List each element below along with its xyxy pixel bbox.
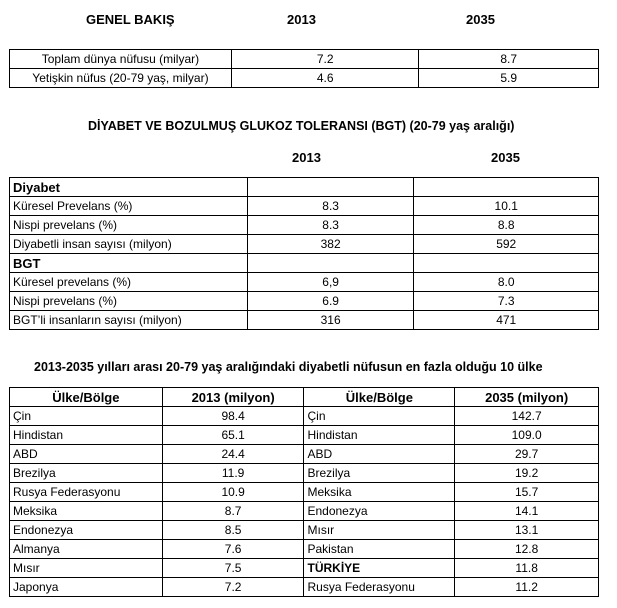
table-row xyxy=(10,273,599,292)
table-row xyxy=(10,235,599,254)
value-2035: 13.1 xyxy=(455,521,599,540)
diyabet-value-2035: 8.8 xyxy=(414,216,599,235)
country-2013: Rusya Federasyonu xyxy=(10,483,163,502)
country-2035: Rusya Federasyonu xyxy=(304,578,455,597)
value-2035: 11.2 xyxy=(455,578,599,597)
table-row xyxy=(10,254,599,273)
table-row xyxy=(10,464,599,483)
value-2035: 142.7 xyxy=(455,407,599,426)
top10-table xyxy=(9,387,599,597)
table-row xyxy=(10,407,599,426)
diabetes-col-2013: 2013 xyxy=(292,150,321,165)
overview-table xyxy=(9,49,599,88)
bgt-label: Küresel prevelans (%) xyxy=(10,273,248,292)
country-2035: ABD xyxy=(304,445,455,464)
table-row xyxy=(10,69,599,88)
country-2035: Mısır xyxy=(304,521,455,540)
value-2013: 7.2 xyxy=(162,578,304,597)
overview-label: Yetişkin nüfus (20-79 yaş, milyar) xyxy=(10,69,232,88)
table-row xyxy=(10,197,599,216)
value-2013: 7.5 xyxy=(162,559,304,578)
table-header-row xyxy=(10,388,599,407)
table-row xyxy=(10,216,599,235)
value-2013: 98.4 xyxy=(162,407,304,426)
bgt-value-2035: 8.0 xyxy=(414,273,599,292)
diyabet-label: Küresel Prevelans (%) xyxy=(10,197,248,216)
column-header-value-2013: 2013 (milyon) xyxy=(162,388,304,407)
value-2035: 14.1 xyxy=(455,502,599,521)
empty-cell xyxy=(414,254,599,273)
diyabet-value-2013: 382 xyxy=(247,235,414,254)
bgt-value-2035: 7.3 xyxy=(414,292,599,311)
table-row xyxy=(10,426,599,445)
table-row xyxy=(10,311,599,330)
diyabet-label: Nispi prevelans (%) xyxy=(10,216,248,235)
table-row xyxy=(10,50,599,69)
bgt-label: Nispi prevelans (%) xyxy=(10,292,248,311)
country-2013: Çin xyxy=(10,407,163,426)
country-2035-highlighted: TÜRKİYE xyxy=(304,559,455,578)
empty-cell xyxy=(247,254,414,273)
country-2013: Mısır xyxy=(10,559,163,578)
overview-value-2013: 4.6 xyxy=(231,69,419,88)
table-row xyxy=(10,540,599,559)
value-2035: 29.7 xyxy=(455,445,599,464)
diabetes-title: DİYABET VE BOZULMUŞ GLUKOZ TOLERANSI (BGT) (20-79 yaş aralığı) xyxy=(88,119,515,133)
overview-value-2013: 7.2 xyxy=(231,50,419,69)
value-2013: 11.9 xyxy=(162,464,304,483)
overview-value-2035: 8.7 xyxy=(419,50,599,69)
diyabet-section-header: Diyabet xyxy=(10,178,248,197)
bgt-value-2035: 471 xyxy=(414,311,599,330)
overview-title: GENEL BAKIŞ xyxy=(86,12,175,27)
table-row xyxy=(10,178,599,197)
country-2035: Meksika xyxy=(304,483,455,502)
overview-col-2013: 2013 xyxy=(287,12,316,27)
country-2013: Japonya xyxy=(10,578,163,597)
table-row xyxy=(10,502,599,521)
country-2035: Pakistan xyxy=(304,540,455,559)
country-2013: Hindistan xyxy=(10,426,163,445)
value-2013: 7.6 xyxy=(162,540,304,559)
country-2013: Brezilya xyxy=(10,464,163,483)
value-2013: 65.1 xyxy=(162,426,304,445)
column-header-value-2035: 2035 (milyon) xyxy=(455,388,599,407)
value-2013: 8.7 xyxy=(162,502,304,521)
diyabet-value-2013: 8.3 xyxy=(247,216,414,235)
diabetes-col-2035: 2035 xyxy=(491,150,520,165)
value-2035: 15.7 xyxy=(455,483,599,502)
value-2035: 109.0 xyxy=(455,426,599,445)
diyabet-value-2035: 10.1 xyxy=(414,197,599,216)
country-2035: Endonezya xyxy=(304,502,455,521)
diabetes-table xyxy=(9,177,599,330)
table-row xyxy=(10,445,599,464)
diyabet-value-2013: 8.3 xyxy=(247,197,414,216)
bgt-label: BGT’li insanların sayısı (milyon) xyxy=(10,311,248,330)
bgt-section-header: BGT xyxy=(10,254,248,273)
table-row xyxy=(10,578,599,597)
empty-cell xyxy=(247,178,414,197)
table-row xyxy=(10,521,599,540)
table-row xyxy=(10,292,599,311)
country-2013: Almanya xyxy=(10,540,163,559)
country-2013: Endonezya xyxy=(10,521,163,540)
bgt-value-2013: 6,9 xyxy=(247,273,414,292)
country-2035: Çin xyxy=(304,407,455,426)
bgt-value-2013: 6.9 xyxy=(247,292,414,311)
empty-cell xyxy=(414,178,599,197)
country-2035: Hindistan xyxy=(304,426,455,445)
value-2035: 19.2 xyxy=(455,464,599,483)
column-header-country-2035: Ülke/Bölge xyxy=(304,388,455,407)
country-2013: ABD xyxy=(10,445,163,464)
bgt-value-2013: 316 xyxy=(247,311,414,330)
value-2013: 24.4 xyxy=(162,445,304,464)
table-row xyxy=(10,483,599,502)
overview-col-2035: 2035 xyxy=(466,12,495,27)
overview-value-2035: 5.9 xyxy=(419,69,599,88)
value-2013: 10.9 xyxy=(162,483,304,502)
country-2013: Meksika xyxy=(10,502,163,521)
country-2035: Brezilya xyxy=(304,464,455,483)
value-2035: 12.8 xyxy=(455,540,599,559)
table-row xyxy=(10,559,599,578)
overview-label: Toplam dünya nüfusu (milyar) xyxy=(10,50,232,69)
diyabet-value-2035: 592 xyxy=(414,235,599,254)
column-header-country-2013: Ülke/Bölge xyxy=(10,388,163,407)
value-2013: 8.5 xyxy=(162,521,304,540)
top10-title: 2013-2035 yılları arası 20-79 yaş aralığındaki diyabetli nüfusun en fazla olduğu 10 ülke xyxy=(34,360,543,374)
value-2035: 11.8 xyxy=(455,559,599,578)
diyabet-label: Diyabetli insan sayısı (milyon) xyxy=(10,235,248,254)
